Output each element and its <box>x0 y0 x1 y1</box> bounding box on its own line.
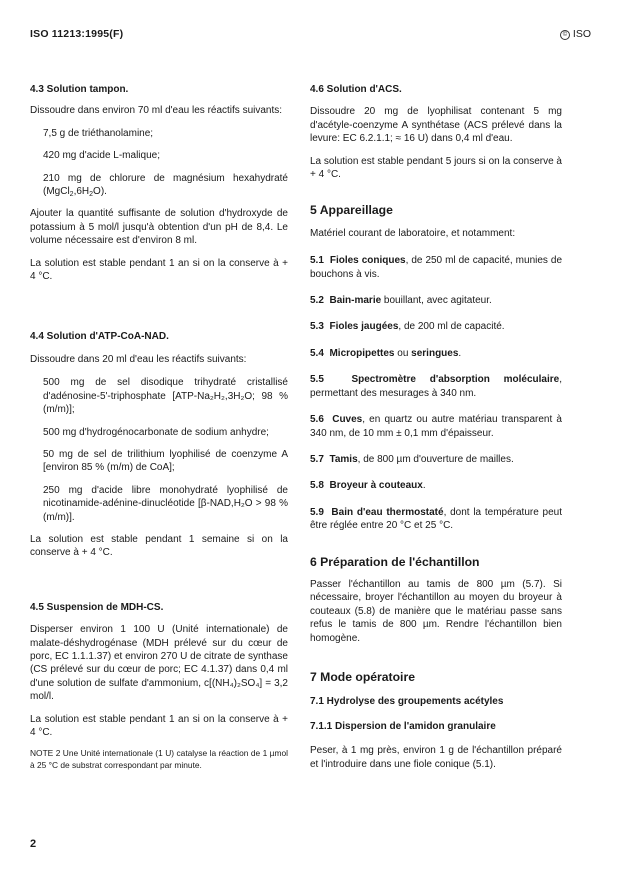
section-5-3: 5.3 Fioles jaugées, de 200 ml de capacité. <box>310 321 505 333</box>
left-column <box>30 83 288 771</box>
section-5-heading: 5 Appareillage <box>310 203 393 218</box>
section-5-2: 5.2 Bain-marie bouillant, avec agitateur. <box>310 295 492 307</box>
section-4-4-item: 50 mg de sel de trilithium lyophilisé de coenzyme A [environ 85 % (m/m) de CoA]; <box>43 448 288 474</box>
section-5-1: 5.1 Fioles coniques, de 250 ml de capacité, munies de bouchons à vis. <box>310 255 563 280</box>
section-5-5: 5.5 Spectromètre d'absorption moléculaire, permettant des mesurages à 340 nm. <box>310 374 562 399</box>
section-4-4-heading: 4.4 Solution d'ATP-CoA-NAD. <box>30 331 169 343</box>
section-4-6-heading: 4.6 Solution d'ACS. <box>310 84 402 95</box>
section-5-intro: Matériel courant de laboratoire, et notamment: <box>310 227 516 239</box>
right-column <box>310 83 562 771</box>
section-4-4-stability: La solution est stable pendant 1 semaine si on la conserve à + 4 °C. <box>30 533 288 559</box>
document-standard-number: ISO 11213:1995(F) <box>30 28 124 40</box>
section-4-4-item: 500 mg de sel disodique trihydraté cristallisé d'adénosine-5'-triphosphate [ATP-Na₂H₂,3H₂O; 98 % (m/m)]; <box>43 377 288 416</box>
section-4-4-item: 250 mg d'acide libre monohydraté lyophilisé de nicotinamide-adénine-dinucléotide [β-NAD,H₂O > 98 % (m/m)]. <box>43 484 288 523</box>
section-4-4-intro: Dissoudre dans 20 ml d'eau les réactifs suivants: <box>30 353 247 365</box>
section-4-6-paragraph: Dissoudre 20 mg de lyophilisat contenant 5 mg d'acétyle-coenzyme A synthétase (ACS prélevé dans la levure: EC 6.2.1.1; ≈ 16 U) dans 0,4 ml d'eau. <box>310 106 562 145</box>
section-5-7: 5.7 Tamis, de 800 µm d'ouverture de mailles. <box>310 453 514 465</box>
section-5-6: 5.6 Cuves, en quartz ou autre matériau transparent à 340 nm, de 10 mm ± 0,1 mm d'épaisseur. <box>310 414 562 439</box>
section-4-6-stability: La solution est stable pendant 5 jours si on la conserve à + 4 °C. <box>310 155 562 181</box>
section-7-1-heading: 7.1 Hydrolyse des groupements acétyles <box>310 696 504 708</box>
section-4-3-item: 7,5 g de triéthanolamine; <box>43 127 154 139</box>
section-4-5-paragraph: Disperser environ 1 100 U (Unité internationale) de malate-déshydrogénase (MDH prélevé sur du cœur de porc, EC 1.1.1.37) et environ 270 U de citrate de synthase (CS prélevé sur du cœur de porc; EC 4.1.37) dans 0,4 ml d'une solution de sulfate d'ammonium, c[(NH₄)₂SO₄] = 3,2 mol/l. <box>30 624 288 703</box>
section-4-3-stability: La solution est stable pendant 1 an si on la conserve à + 4 °C. <box>30 257 288 283</box>
copyright-org: ISO <box>572 28 591 40</box>
note-2: NOTE 2 Une Unité internationale (1 U) catalyse la réaction de 1 µmol à 25 °C de substrat correspondant par minute. <box>30 748 288 770</box>
section-4-3-item: 210 mg de chlorure de magnésium hexahydraté $(MgCl_2,6H_2O)$. <box>43 172 288 199</box>
section-4-5-stability: La solution est stable pendant 1 an si on la conserve à + 4 °C. <box>30 713 288 738</box>
section-4-3-heading: 4.3 Solution tampon. <box>30 84 129 95</box>
section-7-1-1-paragraph: Peser, à 1 mg près, environ 1 g de l'échantillon préparé et l'introduire dans une fiole conique (5.1). <box>310 745 562 770</box>
section-5-8: 5.8 Broyeur à couteaux. <box>310 480 426 492</box>
section-7-heading: 7 Mode opératoire <box>310 669 415 684</box>
section-7-1-1-heading: 7.1.1 Dispersion de l'amidon granulaire <box>310 720 496 732</box>
section-4-3-item: 420 mg d'acide L-malique; <box>43 150 160 162</box>
section-4-3-intro: Dissoudre dans environ 70 ml d'eau les réactifs suivants: <box>30 105 283 117</box>
page-number: 2 <box>30 838 37 850</box>
copyright-notice <box>560 28 591 40</box>
section-5-9: 5.9 Bain d'eau thermostaté, dont la température peut être réglée entre 20 °C et 25 °C. <box>310 506 562 532</box>
copyright-icon: © <box>560 30 570 40</box>
section-4-5-heading: 4.5 Suspension de MDH-CS. <box>30 601 164 613</box>
section-5-4: 5.4 Micropipettes ou seringues. <box>310 347 462 359</box>
section-6-heading: 6 Préparation de l'échantillon <box>310 554 480 569</box>
section-4-4-item: 500 mg d'hydrogénocarbonate de sodium anhydre; <box>43 426 269 438</box>
section-6-paragraph: Passer l'échantillon au tamis de 800 µm (5.7). Si nécessaire, broyer l'échantillon au moyen du broyeur à couteaux (5.8) de manière que le matériau passe sans refus le tamis de 800 µm. Rendre l'échantillon bien homogène. <box>310 578 562 644</box>
section-4-3-paragraph: Ajouter la quantité suffisante de solution d'hydroxyde de potassium à 5 mol/l jusqu'à obtention d'un pH de 8,4. Le volume nécessaire est d'environ 8 ml. <box>30 208 288 247</box>
